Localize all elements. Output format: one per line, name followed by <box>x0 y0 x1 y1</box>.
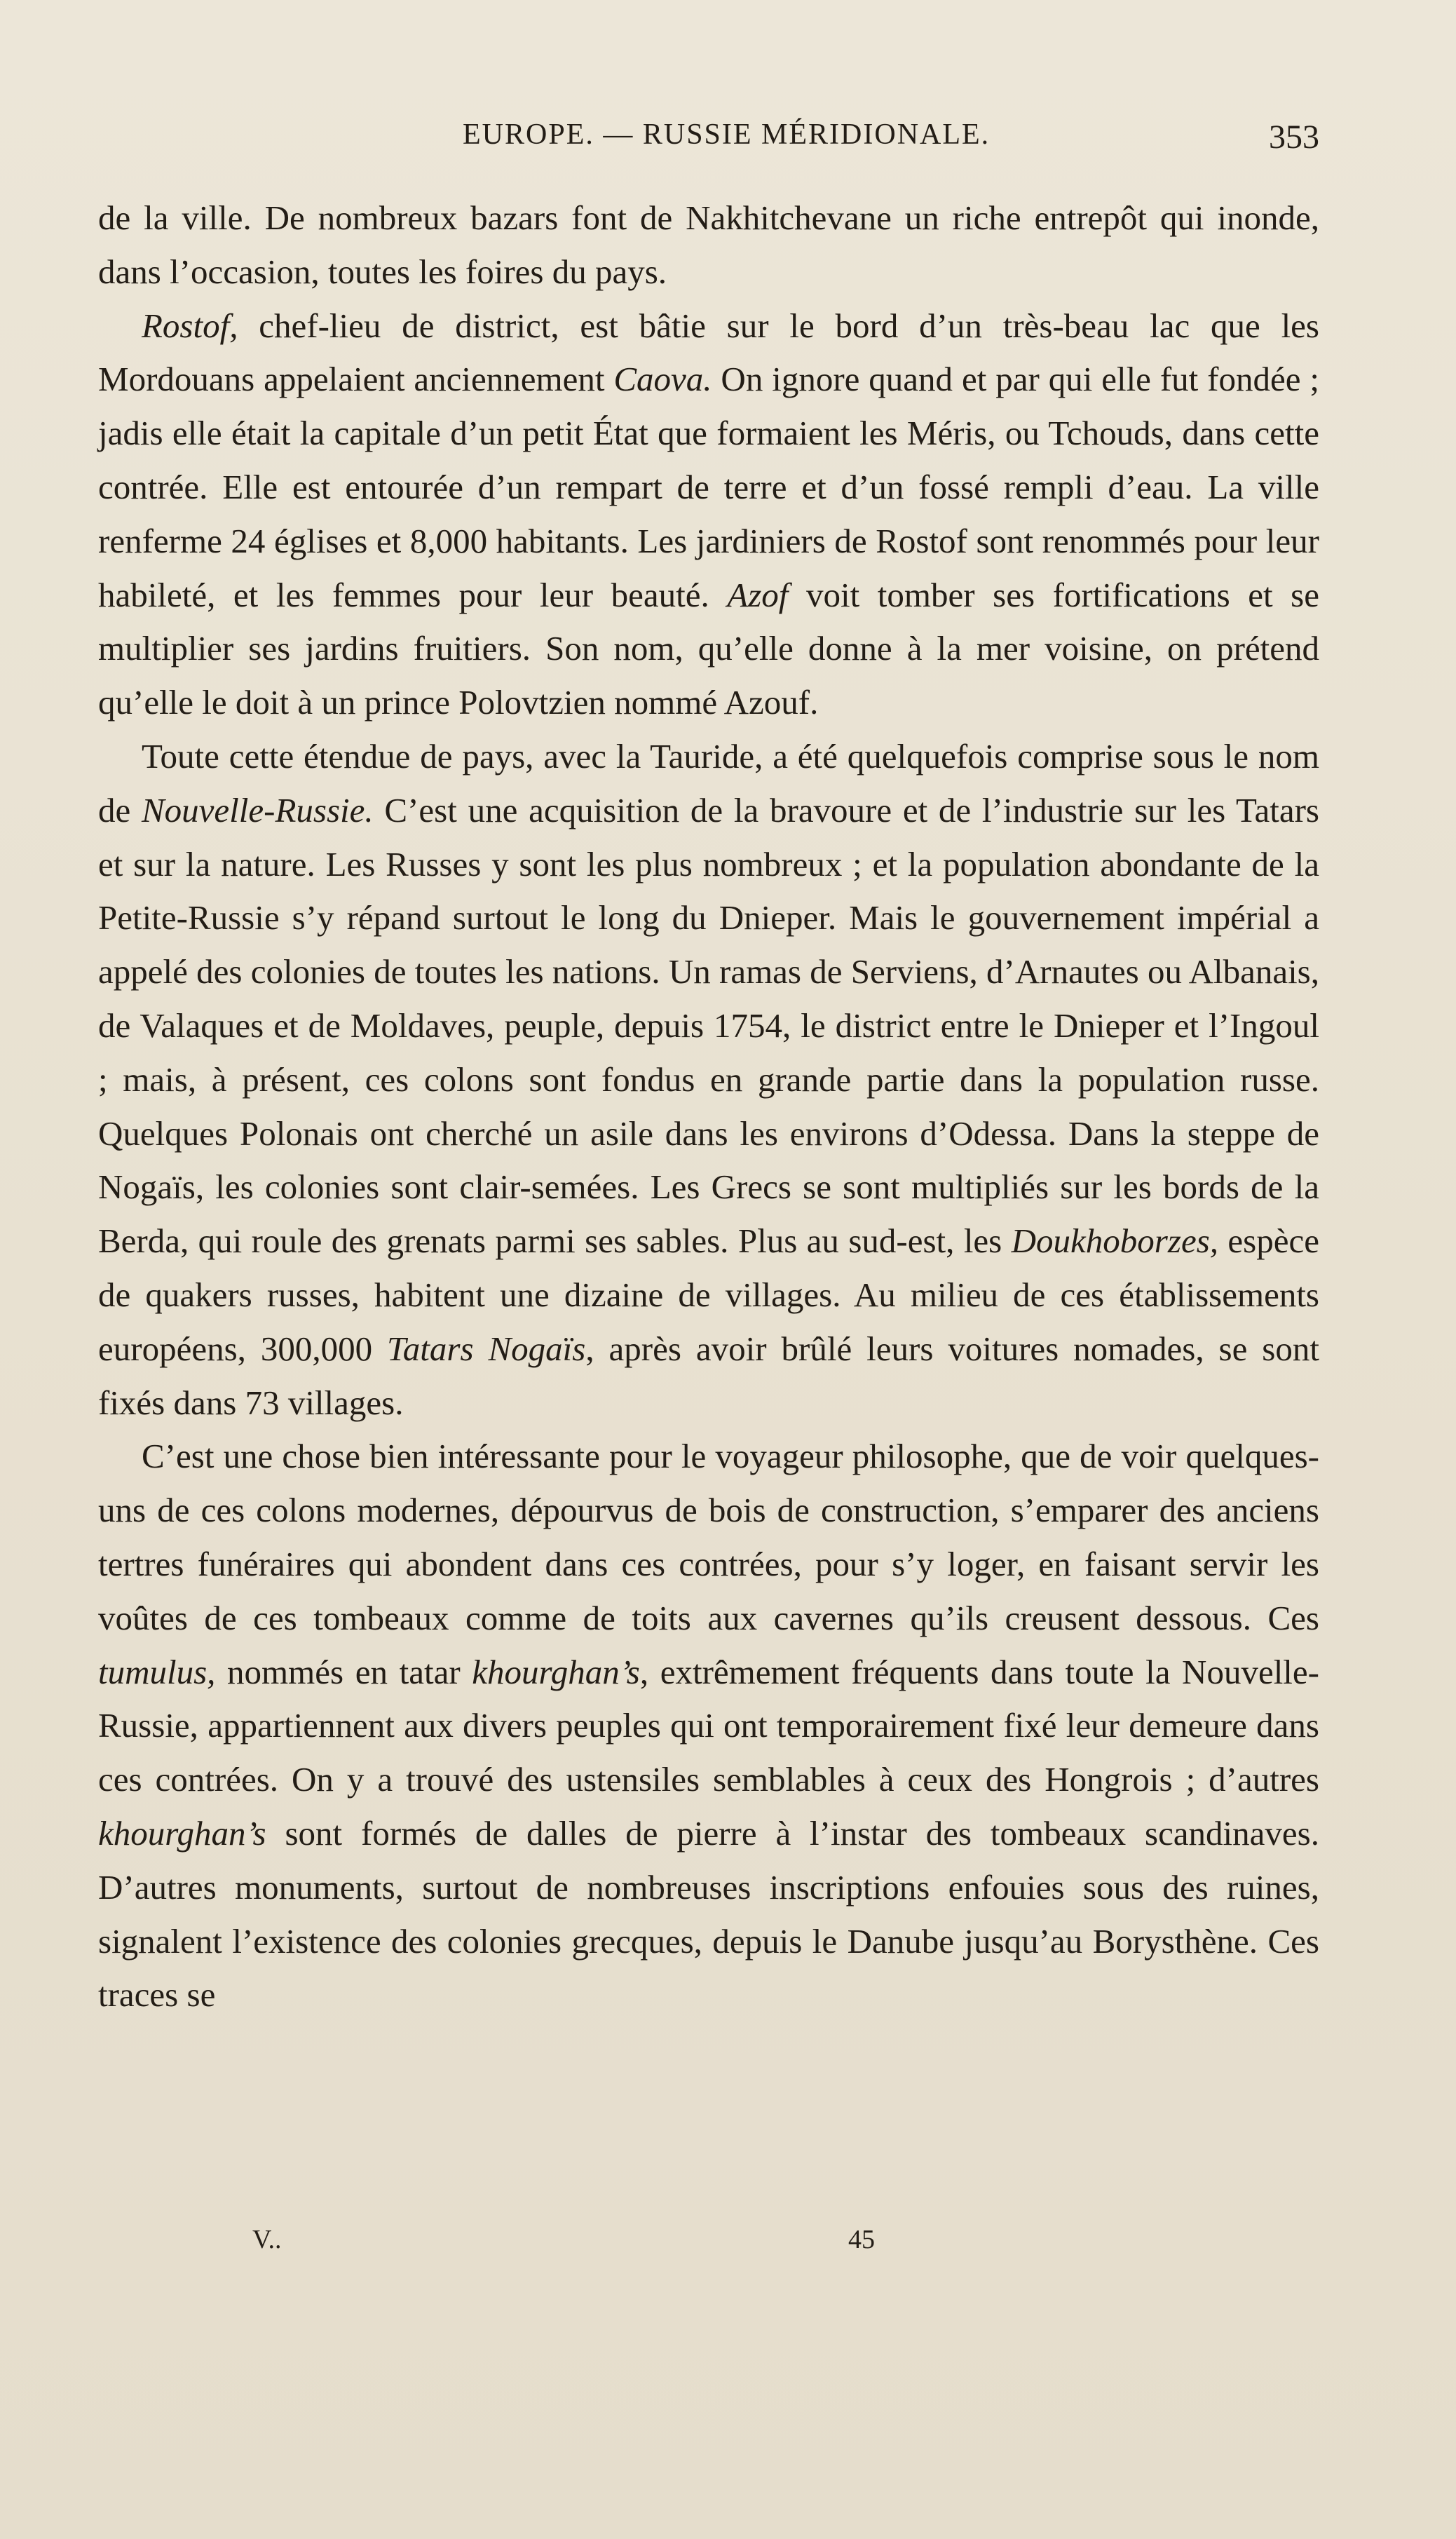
paragraph-2 <box>98 299 1319 730</box>
text-run: , après avoir brûlé leurs voitures nomades, se sont fixés dans 73 villages. <box>98 1329 1319 1422</box>
text-run: Toute cette étendue de pays, avec la Tauride, a été quelquefois comprise sous le nom de <box>98 736 1319 830</box>
paragraph-3 <box>98 730 1319 1430</box>
paragraph-1 <box>98 191 1319 299</box>
text-run: , extrêmement fréquents dans toute la Nouvelle-Russie, appartiennent aux divers peuples qui ont temporairement fixé leur demeure dans ces contrées. On y a trouvé des ustensiles semblables à ceux des Hongrois ; d’autres <box>98 1652 1319 1799</box>
text-run: C’est une acquisition de la bravoure et de l’industrie sur les Tatars et sur la nature. Les Russes y sont les plus nombreux ; et la population abondante de la Petite-Russie s’y répand surtout le long du Dnieper. Mais le gouvernement impérial a appelé des colonies de toutes les nations. Un ramas de Serviens, d’Arnautes ou Albanais, de Valaques et de Moldaves, peuple, depuis 1754, le district entre le Dnieper et l’Ingoul ; mais, à présent, ces colons sont fondus en grande partie dans la population russe. Quelques Polonais ont cherché un asile dans les environs d’Odessa. Dans la steppe de Nogaïs, les colonies sont clair-semées. Les Grecs se sont multipliés sur les bords de la Berda, qui roule des grenats parmi ses sables. Plus au sud-est, les <box>98 790 1319 1261</box>
text-run: sont formés de dalles de pierre à l’instar des tombeaux scandinaves. D’autres monuments, surtout de nombreuses inscriptions enfouies sous des ruines, signalent l’existence des colonies grecques, depuis le Danube jusqu’au Borysthène. Ces traces se <box>98 1813 1319 2015</box>
italic-term: Caova. <box>613 360 712 399</box>
text-run: de la ville. De nombreux bazars font de Nakhitchevane un riche entrepôt qui inonde, dans l’occasion, toutes les foires du pays. <box>98 198 1319 291</box>
signature-mark: V.. <box>252 2225 282 2254</box>
italic-term: Rostof, <box>142 306 238 345</box>
text-run: C’est une chose bien intéressante pour le voyageur philosophe, que de voir quelques-uns de ces colons modernes, dépourvus de bois de construction, s’emparer des anciens tertres funéraires qui abondent dans ces contrées, pour s’y loger, en faisant servir les voûtes de ces tombeaux comme de toits aux cavernes qu’ils creusent dessous. Ces <box>98 1437 1319 1637</box>
italic-term: tumulus, <box>98 1652 216 1691</box>
page-header <box>98 118 1319 167</box>
page-number: 353 <box>1269 119 1319 156</box>
text-run: espèce de quakers russes, habitent une dizaine de villages. Au milieu de ces établissements européens, 300,000 <box>98 1221 1319 1368</box>
italic-term: Nouvelle-Russie. <box>142 790 374 830</box>
body-text <box>98 191 1319 2022</box>
italic-term: Doukhoborzes, <box>1011 1221 1219 1261</box>
page-footer <box>98 2224 1319 2266</box>
running-title: EUROPE. — RUSSIE MÉRIDIONALE. <box>463 119 991 151</box>
text-run: On ignore quand et par qui elle fut fondée ; jadis elle était la capitale d’un petit État que formaient les Méris, ou Tchouds, dans cette contrée. Elle est entourée d’un rempart de terre et d’un fossé rempli d’eau. La ville renferme 24 églises et 8,000 habitants. Les jardiniers de Rostof sont renommés pour leur habileté, et les femmes pour leur beauté. <box>98 360 1319 614</box>
italic-term: khourghan’s <box>98 1813 266 1853</box>
italic-term: Tatars Nogaïs <box>387 1329 586 1368</box>
italic-term: Azof <box>727 575 789 614</box>
sheet-number: 45 <box>848 2225 875 2254</box>
italic-term: khourghan’s <box>472 1652 640 1691</box>
text-run: chef-lieu de district, est bâtie sur le bord d’un très-beau lac que les Mordouans appelaient anciennement <box>98 306 1319 399</box>
text-run: voit tomber ses fortifications et se multiplier ses jardins fruitiers. Son nom, qu’elle donne à la mer voisine, on prétend qu’elle le doit à un prince Polovtzien nommé Azouf. <box>98 575 1319 722</box>
text-run: nommés en tatar <box>215 1652 472 1691</box>
paragraph-4 <box>98 1430 1319 2022</box>
